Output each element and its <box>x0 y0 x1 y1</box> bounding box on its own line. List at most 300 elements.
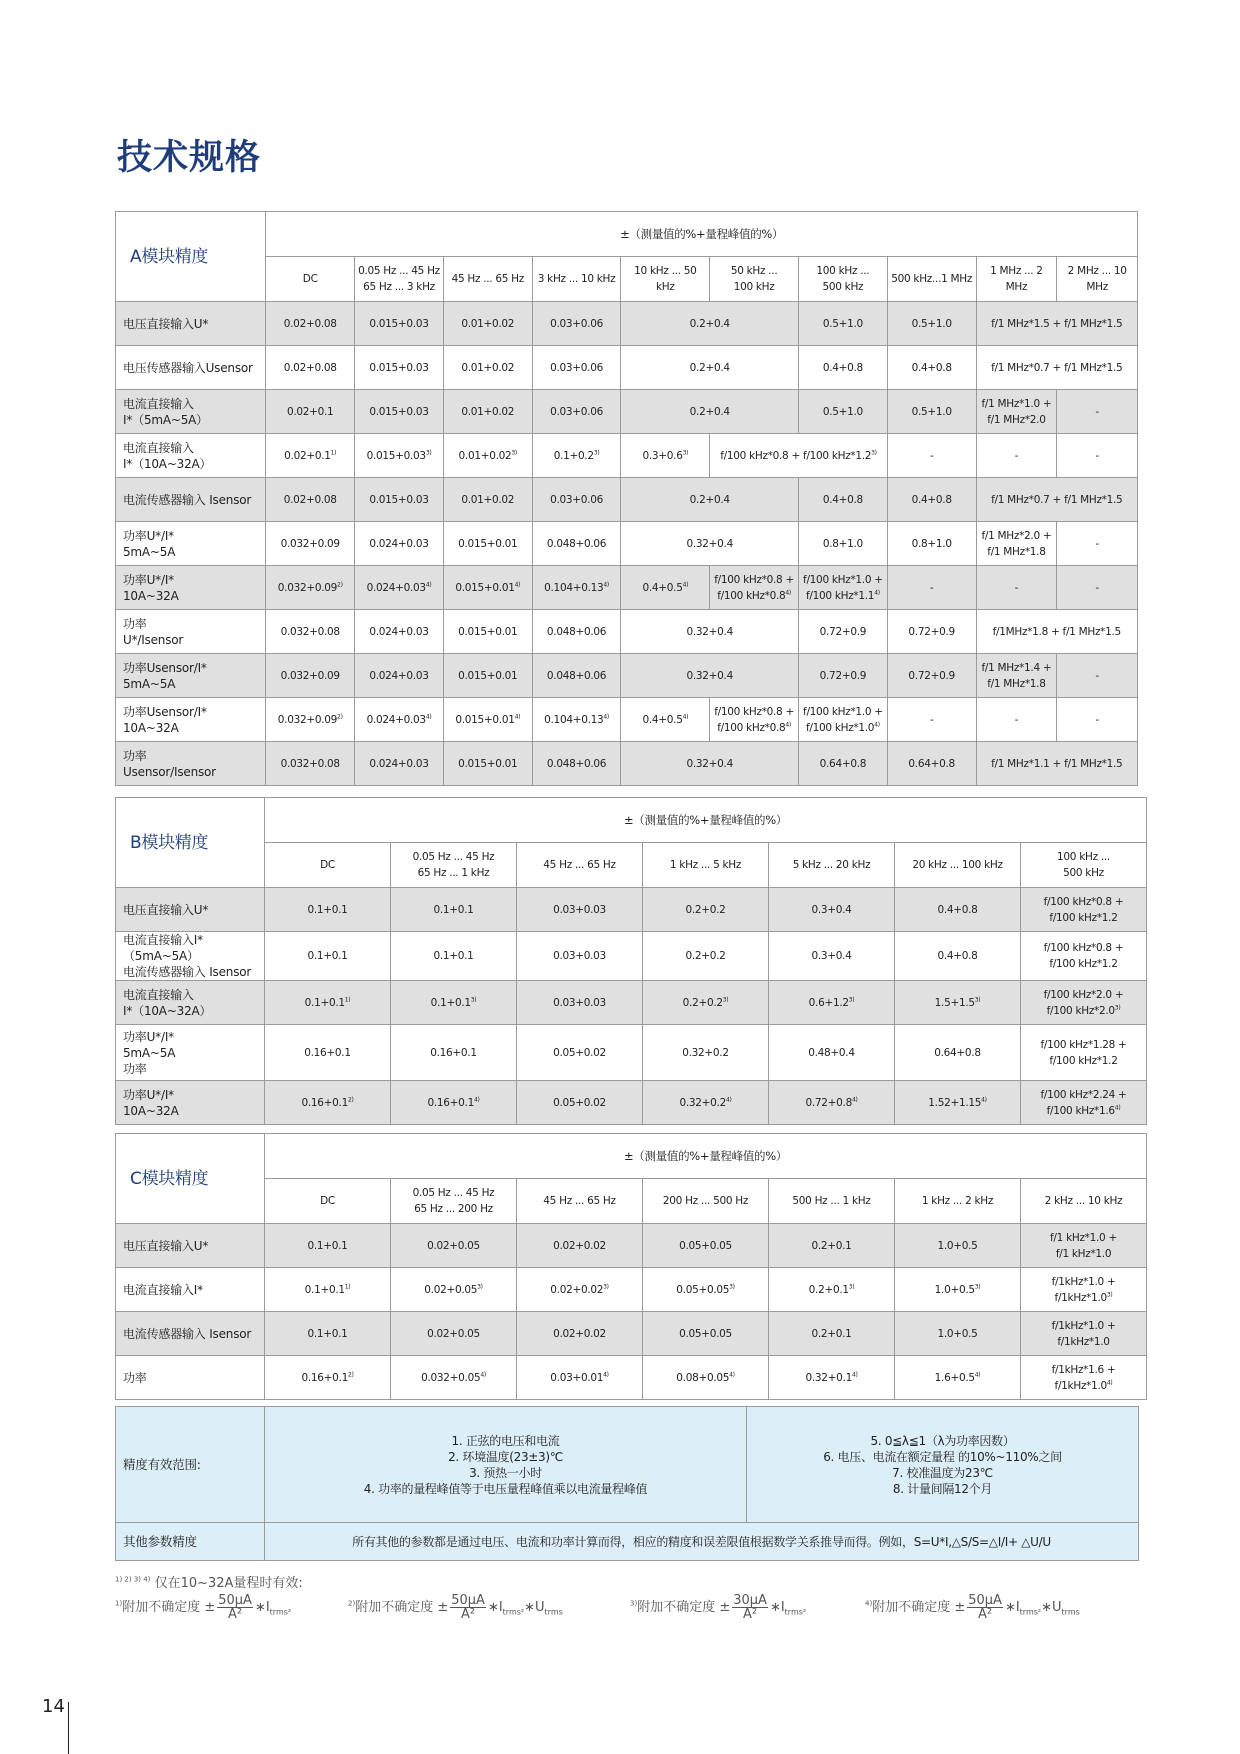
table-c-column-header-line: DC <box>320 1195 335 1207</box>
table-b-cell <box>517 981 643 1025</box>
table-b-cell-line: 0.32+0.2 <box>682 1046 729 1059</box>
table-a-cell-line: $0.032+0.09^{2)}$ <box>277 581 343 594</box>
notes-left-list <box>265 1407 747 1523</box>
fraction-denominator: A² <box>228 1607 243 1622</box>
table-row <box>116 1312 1147 1356</box>
table-a-cell <box>976 390 1057 434</box>
table-a-cell-line: $0.01+0.02^{3)}$ <box>458 449 517 462</box>
footnote-term: ∗I <box>769 1600 785 1615</box>
table-b-cell-line: 0.3+0.4 <box>811 903 852 916</box>
table-a-cell <box>887 302 976 346</box>
table-a-cell-line: $0.3+0.6^{3)}$ <box>642 449 689 462</box>
table-b-cell <box>769 1025 895 1081</box>
table-a-cell <box>621 478 799 522</box>
table-c-cell-line: 1.0+0.5 <box>937 1239 978 1252</box>
table-a-cell-line: 0.72+0.9 <box>908 625 955 638</box>
table-b-cell-line: f/100 kHz*2.0 + <box>1043 988 1124 1001</box>
table-b-cell-line: 0.1+0.1 <box>307 950 348 962</box>
footnote-mark: 4) <box>603 1371 609 1378</box>
footnote-mark: 1) <box>115 1599 123 1608</box>
table-a-column-header-line: 50 kHz ... <box>730 265 778 277</box>
footnote-mark: 2) <box>348 1599 356 1608</box>
table-a-accuracy <box>115 211 1138 786</box>
table-a-column-header-line: 100 kHz ... <box>816 265 870 277</box>
table-c-column-header <box>769 1179 895 1224</box>
table-a-cell-line: 0.048+0.06 <box>546 537 607 550</box>
footnote-fraction <box>217 1594 253 1621</box>
table-a-cell <box>799 698 888 742</box>
footnote-mark: 1) <box>344 996 351 1003</box>
footnote-term: ∗U <box>524 1600 545 1615</box>
table-b-cell <box>1021 888 1147 932</box>
table-c-cell <box>895 1224 1021 1268</box>
table-a-column-header-line: DC <box>302 273 318 285</box>
table-b-cell-line: f/100 kHz*1.2 <box>1049 958 1118 970</box>
table-a-cell-line: 0.03+0.06 <box>550 493 603 506</box>
table-c-row-label <box>116 1268 265 1312</box>
table-a-cell-line: 0.024+0.03 <box>369 669 429 682</box>
table-a-cell-line: f/1 MHz*2.0 + <box>981 529 1052 542</box>
table-a-cell-line: f/1 MHz*2.0 <box>987 413 1046 426</box>
notes-list-item: 6. 电压、电流在额定量程 的10%~110%之间 <box>823 1449 1062 1464</box>
table-a-cell-line: 0.01+0.02 <box>461 361 515 374</box>
table-a-cell-line: f/1 MHz*1.1 + f/1 MHz*1.5 <box>991 757 1123 770</box>
table-a-column-header-line: 500 kHz <box>822 281 864 293</box>
footnote-mark: 4) <box>729 1371 735 1378</box>
table-a-cell <box>443 698 532 742</box>
table-a-cell <box>355 346 444 390</box>
table-a-cell-line: 0.024+0.03 <box>369 757 429 770</box>
table-row <box>116 1356 1147 1400</box>
table-a-cell <box>799 654 888 698</box>
table-b-cell <box>265 932 391 981</box>
table-c-column-header <box>1021 1179 1147 1224</box>
footnote-marks: 1) 2) 3) 4) <box>115 1575 151 1584</box>
table-b-cell <box>265 1025 391 1081</box>
table-a-row-label-line: 功率 <box>123 616 147 631</box>
table-b-cell-line: 0.3+0.4 <box>811 950 852 962</box>
table-c-cell <box>1021 1268 1147 1312</box>
footnote-mark: 4) <box>785 721 791 728</box>
table-b-cell-line: $0.32+0.2^{4)}$ <box>679 1096 732 1109</box>
table-c-column-header-line: 1 kHz ... 2 kHz <box>921 1195 994 1207</box>
table-a-row-label <box>116 566 266 610</box>
table-c-column-header <box>391 1179 517 1224</box>
table-a-cell <box>621 522 799 566</box>
table-a-cell <box>443 610 532 654</box>
table-a-cell <box>621 346 799 390</box>
table-b-cell-line: 0.1+0.1 <box>307 903 348 916</box>
table-b-cell-line: f/100 kHz*1.2 <box>1049 1054 1118 1067</box>
table-row <box>116 1224 1147 1268</box>
fraction-denominator: A² <box>461 1607 476 1622</box>
table-a-cell-line: f/1MHz*1.8 + f/1 MHz*1.5 <box>992 625 1121 638</box>
table-row <box>116 390 1138 434</box>
table-c-cell-line: f/1kHz*1.6 + <box>1051 1363 1116 1376</box>
table-a-cell <box>799 346 888 390</box>
table-c-cell-line: 0.02+0.02 <box>553 1327 606 1340</box>
footnote-mark: 4) <box>865 1599 873 1608</box>
table-c-row-label-line: 功率 <box>123 1370 147 1385</box>
table-a-cell-line: f/1 MHz*1.8 <box>987 677 1046 690</box>
table-a-cell-line: 0.4+0.8 <box>911 493 952 506</box>
table-b-title: B模块精度 <box>116 798 265 888</box>
table-row <box>116 1268 1147 1312</box>
table-b-cell <box>391 932 517 981</box>
footnote-mark: 4) <box>874 721 880 728</box>
table-b-cell <box>895 888 1021 932</box>
table-b-column-header <box>391 843 517 888</box>
table-b-cell-line: 0.2+0.2 <box>685 903 726 916</box>
table-a-cell-line: 0.024+0.03 <box>369 625 429 638</box>
table-a-cell-line: f/100 kHz*0.8$^{4)}$ <box>717 721 791 734</box>
fraction-denominator: A² <box>978 1607 993 1622</box>
footnote-mark: 4) <box>851 1371 858 1378</box>
table-b-column-header <box>1021 843 1147 888</box>
table-a-cell-line: 0.32+0.4 <box>686 625 733 638</box>
footnote-mark: 4) <box>874 589 880 596</box>
table-a-cell-line: - <box>1014 713 1019 726</box>
table-b-column-header-line: 65 Hz ... 1 kHz <box>417 867 490 879</box>
table-c-title: C模块精度 <box>116 1134 265 1224</box>
table-a-cell-line: 0.72+0.9 <box>908 669 955 682</box>
table-a-cell <box>443 390 532 434</box>
table-b-cell <box>265 888 391 932</box>
table-a-cell <box>887 434 976 478</box>
table-b-cell <box>895 981 1021 1025</box>
footnote-mark: 4) <box>473 1096 480 1103</box>
table-a-cell-line: $0.032+0.09^{2)}$ <box>277 713 343 726</box>
table-b-column-header <box>517 843 643 888</box>
table-c-column-header <box>517 1179 643 1224</box>
table-a-cell-line: f/100 kHz*1.0$^{4)}$ <box>806 721 880 734</box>
table-b-cell <box>769 888 895 932</box>
table-a-column-header-line: 10 kHz ... 50 kHz <box>634 265 697 293</box>
table-c-cell-line: 0.05+0.05 <box>679 1239 732 1252</box>
table-a-cell-line: 0.5+1.0 <box>822 405 863 418</box>
footnote-mark: 3) <box>682 449 689 456</box>
table-c-cell <box>1021 1224 1147 1268</box>
table-c-cell <box>517 1268 643 1312</box>
table-c-cell-line: $0.16+0.1^{2)}$ <box>301 1371 354 1384</box>
table-b-cell <box>265 981 391 1025</box>
table-a-cell-line: 0.032+0.08 <box>280 757 340 770</box>
table-b-column-header <box>895 843 1021 888</box>
table-a-cell <box>976 522 1057 566</box>
table-a-cell <box>887 698 976 742</box>
table-a-cell-line: f/1 MHz*1.8 <box>987 545 1046 558</box>
fraction-numerator: 50µA <box>451 1593 485 1608</box>
table-c-column-header-line: 500 Hz ... 1 kHz <box>792 1195 871 1207</box>
table-a-cell <box>976 610 1137 654</box>
table-b-cell <box>517 932 643 981</box>
table-a-cell-line: f/100 kHz*1.0 + <box>803 573 883 586</box>
footnote-text: 附加不确定度 ± <box>355 1600 449 1615</box>
table-a-cell-line: 0.2+0.4 <box>689 361 730 374</box>
table-a-row-label <box>116 302 266 346</box>
footnote-fraction <box>450 1594 486 1621</box>
table-a-cell <box>976 302 1137 346</box>
table-c-cell <box>517 1224 643 1268</box>
table-c-cell <box>265 1268 391 1312</box>
table-a-row-label <box>116 654 266 698</box>
footnote-valid-text: 仅在10~32A量程时有效: <box>154 1576 303 1591</box>
table-b-cell-line: $0.1+0.1^{3)}$ <box>430 996 477 1009</box>
table-a-cell <box>355 742 444 786</box>
table-a-cell-line: 0.01+0.02 <box>461 493 515 506</box>
table-a-cell <box>355 566 444 610</box>
table-c-accuracy <box>115 1133 1147 1400</box>
table-a-row-label-line: 电压直接输入U* <box>123 316 209 331</box>
table-a-cell <box>621 654 799 698</box>
table-a-cell <box>266 522 355 566</box>
table-row <box>116 888 1147 932</box>
table-c-row-label <box>116 1224 265 1268</box>
table-b-row-label <box>116 888 265 932</box>
table-a-column-header <box>621 257 710 302</box>
footnote-mark: 2) <box>337 713 343 720</box>
table-a-cell <box>621 610 799 654</box>
table-b-cell <box>517 1025 643 1081</box>
table-c-cell-line: $0.02+0.05^{3)}$ <box>424 1283 483 1296</box>
table-c-cell-line: f/1kHz*1.0 + <box>1051 1319 1116 1332</box>
table-b-cell <box>895 932 1021 981</box>
table-a-cell <box>532 390 621 434</box>
footnote-mark: 3) <box>729 1283 735 1290</box>
footnote-mark: 3) <box>722 996 729 1003</box>
table-b-cell-line: f/100 kHz*1.28 + <box>1040 1038 1127 1051</box>
table-c-range-header: ±（测量值的%+量程峰值的%） <box>265 1134 1147 1179</box>
table-a-row-label-line: 功率Usensor/I* <box>123 660 207 675</box>
footnote-mark: 3) <box>470 996 477 1003</box>
table-c-cell <box>769 1224 895 1268</box>
table-b-cell-line: f/100 kHz*2.24 + <box>1040 1088 1127 1101</box>
table-c-column-header-line: 65 Hz ... 200 Hz <box>414 1203 493 1215</box>
table-a-cell-line: $0.104+0.13^{4)}$ <box>544 713 609 726</box>
table-row <box>116 1081 1147 1125</box>
table-b-cell-line: $0.1+0.1^{1)}$ <box>304 996 351 1009</box>
table-a-row-label-line: 10A~32A <box>123 588 179 603</box>
fraction-numerator: 30µA <box>733 1593 767 1608</box>
table-a-row-label-line: 电流直接输入 <box>123 396 194 411</box>
table-b-cell <box>643 1081 769 1125</box>
table-b-cell-line: $0.6+1.2^{3)}$ <box>808 996 855 1009</box>
table-a-cell <box>443 434 532 478</box>
table-a-cell <box>887 390 976 434</box>
table-c-cell <box>517 1312 643 1356</box>
footnote-term: ∗I <box>487 1600 503 1615</box>
table-a-column-header <box>443 257 532 302</box>
table-a-row-label <box>116 434 266 478</box>
notes-list-item: 5. 0≦λ≦1（λ为功率因数） <box>870 1433 1015 1448</box>
table-a-column-header-line: 100 kHz <box>733 281 775 293</box>
footnote-mark: 2) <box>347 1371 354 1378</box>
table-a-cell <box>976 654 1057 698</box>
table-b-cell <box>265 1081 391 1125</box>
table-a-cell <box>799 610 888 654</box>
footnote-subscript: trms <box>544 1607 563 1617</box>
table-b-column-header-line: 0.05 Hz ... 45 Hz <box>412 851 495 863</box>
table-a-cell <box>266 654 355 698</box>
table-c-cell-line: 0.1+0.1 <box>307 1327 348 1340</box>
table-row <box>116 610 1138 654</box>
table-a-cell-line: 0.032+0.09 <box>280 537 340 550</box>
table-a-cell-line: 0.01+0.02 <box>461 317 515 330</box>
table-a-column-header <box>710 257 799 302</box>
table-a-cell <box>443 654 532 698</box>
table-c-cell-line: $0.05+0.05^{3)}$ <box>676 1283 735 1296</box>
footnote-mark: 4) <box>682 581 689 588</box>
table-a-cell-line: 0.024+0.03 <box>369 537 429 550</box>
table-a-cell-line: 0.032+0.09 <box>280 669 340 682</box>
table-row <box>116 742 1138 786</box>
table-a-cell-line: $0.02+0.1^{1)}$ <box>284 449 337 462</box>
table-c-cell-line: 0.1+0.1 <box>307 1239 348 1252</box>
table-a-cell-line: $0.4+0.5^{4)}$ <box>642 581 689 594</box>
table-b-column-header-line: 500 kHz <box>1063 867 1104 879</box>
table-b-cell <box>517 888 643 932</box>
table-a-cell-line: f/1 MHz*1.0 + <box>981 397 1052 410</box>
footnote-text: 附加不确定度 ± <box>122 1600 216 1615</box>
table-a-cell-line: 0.8+1.0 <box>822 537 863 550</box>
footnote-mark: 4) <box>480 1371 486 1378</box>
table-b-cell <box>895 1081 1021 1125</box>
table-a-row-label <box>116 478 266 522</box>
table-a-row-label <box>116 742 266 786</box>
table-b-column-header-line: 1 kHz ... 5 kHz <box>669 859 742 871</box>
table-a-row-label-line: Usensor/Isensor <box>123 764 216 779</box>
table-a-row-label-line: 功率U*/I* <box>123 528 174 543</box>
table-b-cell <box>769 932 895 981</box>
table-b-cell <box>643 981 769 1025</box>
table-a-cell <box>1057 390 1138 434</box>
table-a-cell <box>621 698 710 742</box>
table-a-cell <box>266 390 355 434</box>
table-a-cell-line: 0.8+1.0 <box>911 537 952 550</box>
table-a-cell <box>355 478 444 522</box>
footnote-mark: 2) <box>347 1096 354 1103</box>
table-a-cell <box>1057 654 1138 698</box>
footnote-mark: 3) <box>425 449 432 456</box>
table-a-cell <box>266 478 355 522</box>
table-a-row-label-line: 功率Usensor/I* <box>123 704 207 719</box>
table-a-cell-line: f/100 kHz*1.1$^{4)}$ <box>806 589 880 602</box>
table-a-cell-line: 0.015+0.01 <box>458 625 518 638</box>
table-a-cell-line: 0.72+0.9 <box>819 669 867 682</box>
table-c-cell <box>769 1312 895 1356</box>
table-b-column-header <box>769 843 895 888</box>
table-c-cell-line: $0.2+0.1^{3)}$ <box>808 1283 855 1296</box>
table-a-row-label-line: 10A~32A <box>123 720 179 735</box>
table-a-cell <box>532 522 621 566</box>
table-a-column-header <box>976 257 1057 302</box>
table-a-cell <box>532 654 621 698</box>
table-a-row-label <box>116 390 266 434</box>
table-b-cell-line: 0.48+0.4 <box>808 1046 855 1059</box>
footnote-mark: 1) <box>330 449 337 456</box>
table-b-cell-line: $1.5+1.5^{3)}$ <box>934 996 981 1009</box>
table-b-cell <box>643 888 769 932</box>
table-b-column-header-line: 20 kHz ... 100 kHz <box>912 859 1003 871</box>
table-a-cell <box>976 346 1137 390</box>
table-b-cell-line: 0.64+0.8 <box>934 1046 981 1059</box>
table-a-cell <box>976 478 1137 522</box>
footnote-term: ∗I <box>254 1600 270 1615</box>
table-a-cell <box>621 390 799 434</box>
table-row <box>116 981 1147 1025</box>
table-b-row-label-line: 电流直接输入I*（5mA~5A） <box>123 933 203 963</box>
table-c-cell-line: 0.02+0.02 <box>553 1239 606 1252</box>
table-b-cell-line: 0.1+0.1 <box>433 903 474 916</box>
table-b-cell <box>1021 1025 1147 1081</box>
table-b-cell <box>1021 932 1147 981</box>
table-a-cell <box>443 566 532 610</box>
table-a-row-label-line: 5mA~5A <box>123 676 176 691</box>
table-c-cell-line: $0.02+0.02^{3)}$ <box>550 1283 609 1296</box>
table-a-cell-line: - <box>1095 581 1099 594</box>
table-a-column-header-line: 0.05 Hz ... 45 Hz <box>358 265 440 277</box>
table-a-cell-line: 0.64+0.8 <box>908 757 955 770</box>
table-b-cell <box>1021 981 1147 1025</box>
table-a-row-label-line: I*（10A~32A） <box>123 456 212 471</box>
table-b-cell-line: 0.16+0.1 <box>430 1046 477 1059</box>
table-a-cell <box>355 698 444 742</box>
table-c-cell-line: 0.02+0.05 <box>427 1327 480 1340</box>
table-b-cell-line: 0.4+0.8 <box>937 950 978 962</box>
table-b-row-label <box>116 932 265 981</box>
table-a-cell <box>443 742 532 786</box>
table-b-column-header <box>643 843 769 888</box>
table-b-row-label <box>116 1081 265 1125</box>
table-b-cell-line: $0.72+0.8^{4)}$ <box>805 1096 858 1109</box>
table-c-cell-line: $0.032+0.05^{4)}$ <box>421 1371 486 1384</box>
table-a-cell-line: 0.02+0.08 <box>283 493 337 506</box>
table-a-cell <box>1057 566 1138 610</box>
table-a-row-label-line: 电流传感器输入 Isensor <box>123 492 252 507</box>
table-b-row-label-line: I*（10A~32A） <box>123 1003 212 1018</box>
table-a-column-header-line: 3 kHz ... 10 kHz <box>537 273 616 285</box>
page-number: 14 <box>42 1696 65 1717</box>
table-c-cell <box>643 1224 769 1268</box>
table-a-row-label-line: U*/Isensor <box>123 632 184 647</box>
table-a-cell <box>1057 434 1138 478</box>
footnote-mark: 4) <box>725 1096 732 1103</box>
footnote-mark: 4) <box>425 713 432 720</box>
table-a-row-label <box>116 522 266 566</box>
table-a-cell-line: 0.4+0.8 <box>822 361 863 374</box>
footnote-mark: 3) <box>603 1283 609 1290</box>
table-a-cell <box>355 302 444 346</box>
table-b-cell <box>391 981 517 1025</box>
table-b-row-label-line: 5mA~5A <box>123 1045 176 1060</box>
table-b-row-label-line: 功率U*/I* <box>123 1087 174 1102</box>
table-a-cell-line: f/100 kHz*1.0 + <box>803 705 883 718</box>
notes-list-item: 3. 预热一小时 <box>469 1465 542 1480</box>
table-b-cell-line: $1.52+1.15^{4)}$ <box>928 1096 987 1109</box>
table-b-cell-line: 0.2+0.2 <box>685 950 726 962</box>
table-c-cell <box>265 1312 391 1356</box>
table-a-cell-line: f/100 kHz*0.8 + f/100 kHz*1.2$^{3)}$ <box>720 449 877 462</box>
table-c-cell <box>1021 1356 1147 1400</box>
table-c-cell <box>643 1356 769 1400</box>
table-c-cell <box>643 1312 769 1356</box>
table-a-cell <box>799 742 888 786</box>
table-a-cell <box>799 522 888 566</box>
table-a-cell-line: 0.72+0.9 <box>819 625 867 638</box>
table-a-row-label-line: 5mA~5A <box>123 544 176 559</box>
table-b-cell <box>391 1025 517 1081</box>
table-b-cell-line: 0.03+0.03 <box>553 996 606 1009</box>
